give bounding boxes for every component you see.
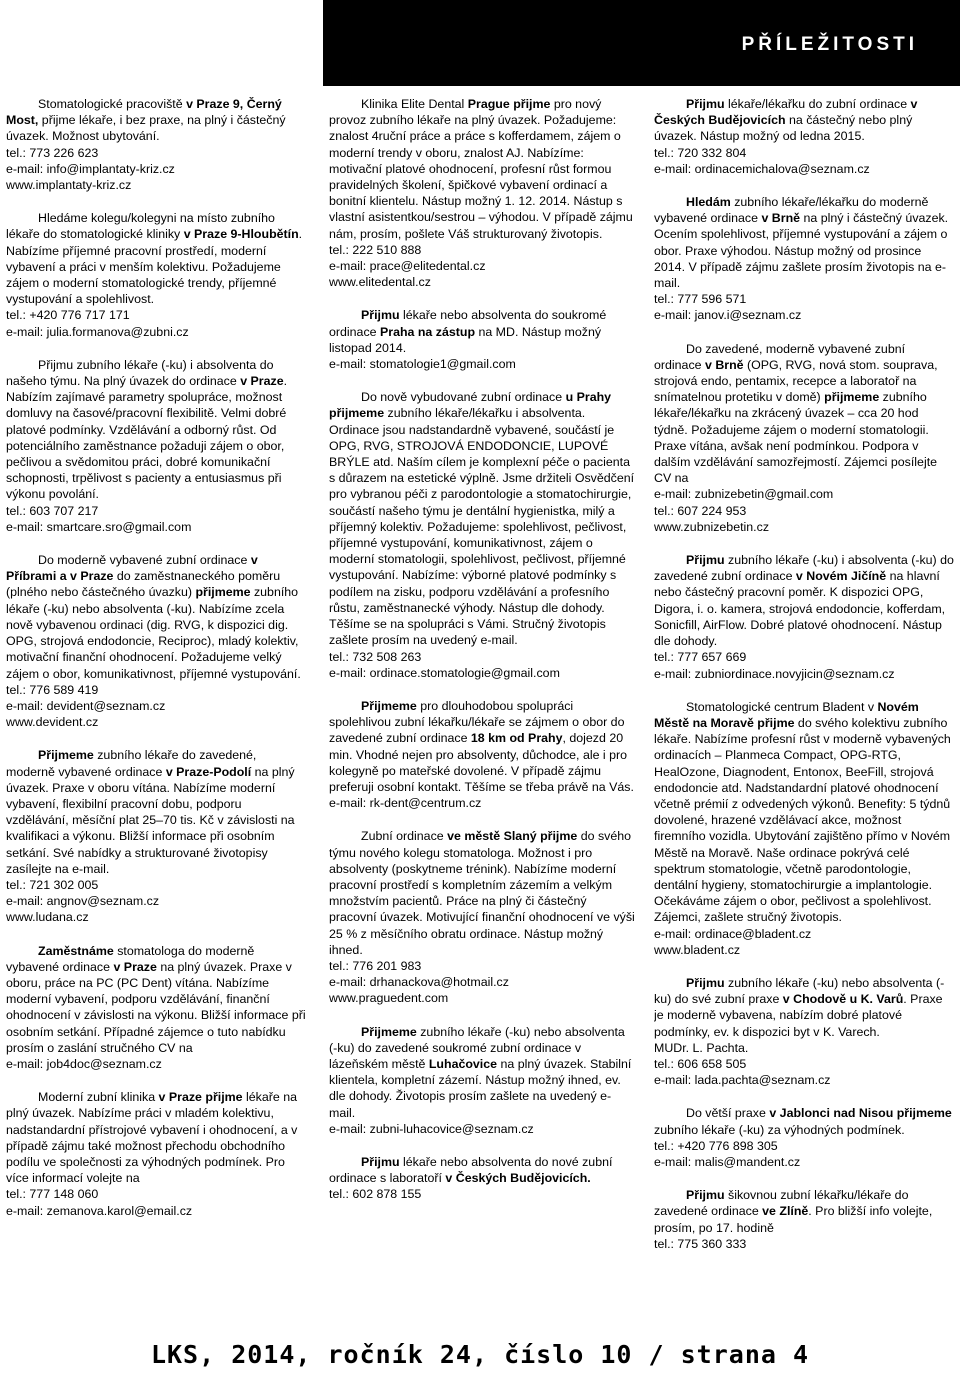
ad-run: na plný i částečný úvazek. Ocením spolehlivost, příjemné vystupování a zájem o obor. Praxe výhodou. Nástup možný od prosince 2014. V případě zájmu zašlete prosím životopis na e-mail. (654, 211, 949, 291)
ad-run: e-mail: prace@elitedental.cz (329, 259, 486, 274)
ad-run: www.bladent.cz (654, 942, 741, 957)
ad-run: Do větší praxe (686, 1106, 770, 1121)
ad-emphasis: Novém Městě na Moravě přijme (654, 699, 919, 730)
column-1 (6, 96, 306, 1236)
ad-text (6, 1089, 306, 1186)
ad-contact (329, 990, 636, 1006)
ad-text (654, 552, 954, 649)
ad-run: tel.: 777 596 571 (654, 292, 747, 307)
ad-run: tel.: +420 776 717 171 (6, 308, 130, 323)
ad-run: stomatologa do moderně vybavené ordinace (6, 943, 255, 974)
ad-contact (6, 1186, 306, 1202)
ad-contact (654, 1072, 954, 1088)
ad-run: e-mail: stomatologie1@gmail.com (329, 357, 516, 372)
ad-run: e-mail: smartcare.sro@gmail.com (6, 519, 192, 534)
ad-emphasis: Přijmu (686, 1188, 725, 1203)
ad-emphasis: v Praze-Podolí (165, 764, 252, 779)
ad-contact (654, 666, 954, 682)
ad-text (654, 1187, 954, 1236)
ad-run: e-mail: job4doc@seznam.cz (6, 1056, 162, 1071)
ad-run: zubního lékaře do zavedené, moderně vybavené ordinace (6, 748, 257, 779)
ad-contact (329, 649, 636, 665)
ad-emphasis: Zaměstnáme (38, 943, 114, 958)
ad-text (6, 552, 306, 682)
ad-run: Zubní ordinace (361, 829, 448, 844)
ad-run: e-mail: janov.i@seznam.cz (654, 308, 802, 323)
ad-emphasis: v Praze (113, 959, 157, 974)
ad-emphasis: Praha na zástup (379, 324, 476, 339)
ad-text (329, 1024, 636, 1121)
classified-ad (329, 307, 636, 372)
ad-run: e-mail: ordinace.stomatologie@gmail.com (329, 665, 560, 680)
ad-run: do zaměstnaneckého poměru (plného nebo částečného úvazku) (6, 569, 281, 600)
ad-run: e-mail: ordinacemichalova@seznam.cz (654, 161, 870, 176)
ad-contact (654, 1236, 954, 1252)
ad-run: tel.: 222 510 888 (329, 242, 422, 257)
classified-ad (654, 341, 954, 535)
ad-run: na MD. Nástup možný listopad 2014. (329, 324, 602, 355)
ad-emphasis: Přijmu (686, 553, 725, 568)
ad-contact (654, 503, 954, 519)
ad-run: zubního lékaře (-ku) nebo absolventa (-ku) do zavedené soukromé zubní ordinace v lázeňském městě (329, 1024, 625, 1071)
classified-ad (654, 1105, 954, 1170)
ad-run: www.praguedent.com (329, 991, 449, 1006)
ad-run: na plný úvazek. Praxe v oboru, práce na PC (PC Dent) vítána. Nabízíme moderní vybavení, podporu vzdělávání, finanční ohodnocení v závislosti na výkonu. Bližší informace při osobním setkání. Případné zájemce o tuto nabídku prosím o zaslání stručného CV na (6, 959, 306, 1055)
ad-emphasis: Prague přijme (467, 97, 551, 111)
ad-contact (6, 1203, 306, 1219)
ad-contact (654, 145, 954, 161)
classified-ad (6, 552, 306, 730)
ad-text (6, 943, 306, 1056)
ad-run: zubního lékaře/lékařku do moderně vybavené ordinace (654, 195, 929, 226)
ad-run: e-mail: ordinace@bladent.cz (654, 926, 812, 941)
ad-emphasis: v Praze (240, 374, 284, 389)
ad-text (6, 96, 306, 145)
ad-emphasis: v Brně (704, 357, 744, 372)
ad-run: Stomatologické pracoviště (38, 97, 187, 111)
classified-ad (654, 699, 954, 958)
ad-emphasis: v Praze 9, Černý Most, (6, 97, 282, 128)
ad-run: šikovnou zubní lékařku/lékaře do zavedené ordinace (654, 1188, 909, 1219)
ad-run: e-mail: drhanackova@hotmail.cz (329, 975, 509, 990)
ad-contact (6, 877, 306, 893)
ad-run: e-mail: rk-dent@centrum.cz (329, 796, 482, 811)
ad-contact (6, 698, 306, 714)
ad-run: Do nově vybudované zubní ordinace (361, 390, 566, 405)
ad-run: tel.: 776 201 983 (329, 958, 422, 973)
ad-run: e-mail: zubnizebetin@gmail.com (654, 487, 834, 502)
ad-contact (329, 958, 636, 974)
column-3 (654, 96, 954, 1269)
ad-emphasis: v Praze 9-Hloubětín (183, 227, 299, 242)
classified-ad (654, 1187, 954, 1252)
ad-run: Klinika Elite Dental (361, 97, 468, 111)
ad-run: zubního lékaře (-ku) i absolventa (-ku) do zavedené zubní ordinace (654, 553, 954, 584)
ad-emphasis: v Příbrami a v Praze (6, 553, 258, 584)
ad-run: tel.: 777 657 669 (654, 650, 747, 665)
ad-run: tel.: 720 332 804 (654, 145, 747, 160)
ad-text (6, 357, 306, 503)
ad-contact (329, 1121, 636, 1137)
ad-contact (654, 519, 954, 535)
ad-contact (6, 503, 306, 519)
ad-run: e-mail: info@implantaty-kriz.cz (6, 161, 175, 176)
ad-text (329, 828, 636, 958)
ad-emphasis: Přijmeme (361, 698, 417, 713)
ad-run: e-mail: zemanova.karol@email.cz (6, 1203, 193, 1218)
ad-run: Hledáme kolegu/kolegyni na místo zubního lékaře do stomatologické kliniky (6, 211, 275, 242)
ad-contact (329, 356, 636, 372)
ad-emphasis: v Jablonci nad Nisou přijmeme (769, 1106, 952, 1121)
ad-run: zubního lékaře (-ku) nebo absolventa (-ku) do své zubní praxe (654, 975, 945, 1007)
classified-ad (6, 357, 306, 535)
ad-run: e-mail: devident@seznam.cz (6, 698, 166, 713)
ad-run: tel.: 602 878 155 (329, 1187, 422, 1202)
ad-contact (654, 486, 954, 502)
ad-contact (329, 258, 636, 274)
ad-run: tel.: 777 148 060 (6, 1187, 99, 1202)
ad-emphasis: v Novém Jičíně (795, 569, 887, 584)
ad-run: tel.: 732 508 263 (329, 649, 422, 664)
ad-emphasis: Přijmu (361, 308, 400, 323)
ad-contact (6, 1056, 306, 1072)
ad-text (329, 698, 636, 795)
ad-run: tel.: 721 302 005 (6, 877, 99, 892)
ad-run: zubního lékaře (-ku) nebo absolventa (-ku). Nabízíme zcela nově vybavenou ordinaci (dig. RVG, k dispozici dig. OPG, strojová endodoncie, Reciproc), mladý kolektiv, motivační finanční ohodnocení. Požadujeme velký zájem o obor, komunikativnost, příjemné vystupování. (6, 585, 301, 681)
classified-ad (329, 96, 636, 290)
ad-contact (6, 714, 306, 730)
ad-text (654, 699, 954, 926)
ad-run: lékaře na plný úvazek. Nabízíme práci v mladém kolektivu, nadstandardní přístrojové vybavení i ohodnocení, a v případě zájmu také možnost přechodu obchodního podílu ve společnosti za výhodných podmínek. Pro více informací volejte na (6, 1090, 298, 1186)
ad-run: (OPG, RVG, nová stom. souprava, strojová endo, pentamix, recepce a laboratoř na snímatelnou protetiku v domě) (654, 357, 938, 405)
ad-run: . Nabízíme příjemné pracovní prostředí, moderní vybavení a práci v menším kolektivu. Požadujeme zájem o moderní stomatologické trendy, příjemné vystupování a spolehlivost. (6, 227, 303, 307)
ad-emphasis: Luhačovice (428, 1056, 498, 1071)
ad-run: tel.: 776 589 419 (6, 682, 99, 697)
ad-run: tel.: 773 226 623 (6, 145, 99, 160)
ad-run: MUDr. L. Pachta. (654, 1040, 749, 1055)
classified-ad (6, 943, 306, 1073)
ad-text (654, 1105, 954, 1137)
ad-run: www.zubnizebetin.cz (654, 519, 770, 534)
classified-ad (6, 1089, 306, 1219)
classified-ad (329, 698, 636, 811)
ad-contact (654, 649, 954, 665)
ad-run: Do zavedené, moderně vybavené zubní ordinace (654, 341, 906, 372)
ad-run: na plný úvazek. Stabilní klientela, kompletní zázemí. Nástup možný ihned, ev. dle dohody. Životopis prosím zašlete na uvedený e-mail. (329, 1056, 632, 1120)
ad-contact (6, 307, 306, 323)
ad-emphasis: v Českých Budějovicích (654, 97, 918, 128)
ad-run: www.devident.cz (6, 715, 99, 730)
ad-run: pro nový provoz zubního lékaře na plný úvazek. Požadujeme: znalost 4ruční práce a práce s kofferdamem, zájem o moderní trendy v oboru, znalost AJ. Nabízíme: motivační platové ohodnocení, profesní růst formou pravidelných školení, špičkové vybavení ordinací a bonitní klientelu. Nástup možný 1. 12. 2014. Nástup s vlastní asistentkou/sestrou – výhodou. V případě zájmu nám, prosím, pošlete Váš strukturovaný životopis. (329, 97, 633, 241)
ad-run: lékaře nebo absolventa do soukromé ordinace (329, 308, 607, 339)
ad-run: lékaře/lékařku do zubní ordinace (724, 97, 911, 111)
ad-run: e-mail: zubniordinace.novyjicin@seznam.cz (654, 666, 895, 681)
ad-run: e-mail: angnov@seznam.cz (6, 894, 160, 909)
ad-text (329, 307, 636, 356)
ad-contact (6, 893, 306, 909)
ad-run: tel.: 775 360 333 (654, 1236, 747, 1251)
ad-contact (654, 926, 954, 942)
ad-emphasis: Přijmu (686, 975, 725, 990)
ad-emphasis: Přijmeme (361, 1024, 417, 1039)
ad-emphasis: v Brně (761, 211, 801, 226)
ad-contact (654, 942, 954, 958)
ad-text (329, 389, 636, 648)
ad-contact (6, 682, 306, 698)
ad-emphasis: přijmeme (824, 390, 880, 405)
ad-text (654, 975, 954, 1040)
ad-text (329, 1154, 636, 1186)
ad-emphasis: v Chodově u K. Varů (782, 992, 904, 1007)
ad-contact (329, 795, 636, 811)
column-2 (329, 96, 636, 1220)
classified-ad (329, 389, 636, 681)
ad-run: pro dlouhodobou spolupráci spolehlivou zubní lékařku/lékaře se zájmem o obor do zavedené zubní ordinace (329, 698, 625, 746)
page-footer (0, 1340, 960, 1369)
ad-run: zubního lékaře/lékařku i absolventa. Ordinace jsou nadstandardně vybavené, součástí je OPG, RVG, STROJOVÁ ENDODONCIE, LUPOVÉ BRÝLE atd. Naším cílem je komplexní péče o pacienta s důrazem na estetické výplně. Jsme držiteli Osvědčení pro vybranou péči z parodontologie a stomatochirurgie, součástí našeho týmu je dentální hygienistka, milý a příjemný kolektiv. Požadujeme: spolehlivost, pečlivost, příjemné vystupování, komunikativnost, zájem o moderní stomatologii, spolehlivost, pečlivost, příjemné vystupování. Nabízíme: výborné platové podmínky s podílem na zisku, podporu vzdělávání a profesního růstu, zaměstnanecké výhody. Nástup dle dohody. Těšíme se na spolupráci s Vámi. Stručný životopis zašlete prosím na uvedený e-mail. (329, 406, 635, 648)
ad-run: Moderní zubní klinika (38, 1090, 159, 1105)
ad-run: na hlavní nebo částečný pracovní poměr. K dispozici OPG, Digora, i. o. kamera, strojová endodoncie, kofferdam, Sonicfill, AirFlow. Dobré platové ohodnocení. Nástup dle dohody. (654, 569, 946, 649)
ad-emphasis: u Prahy přijmeme (329, 390, 612, 421)
ad-emphasis: ve městě Slaný přijme (447, 829, 578, 844)
classified-ad (6, 747, 306, 925)
ad-run: tel.: +420 776 898 305 (654, 1138, 778, 1153)
ad-contact (329, 974, 636, 990)
ad-text (329, 96, 636, 242)
ad-text (654, 194, 954, 291)
ad-contact (654, 1040, 954, 1056)
ad-run: tel.: 606 658 505 (654, 1056, 747, 1071)
ad-run: Do moderně vybavené zubní ordinace (38, 553, 251, 568)
classified-ad (654, 194, 954, 324)
ad-contact (654, 307, 954, 323)
classified-ad (6, 210, 306, 340)
ad-emphasis: Přijmeme (38, 748, 94, 763)
ad-emphasis: Přijmu (361, 1154, 400, 1169)
classified-ad (654, 96, 954, 177)
ad-text (6, 747, 306, 877)
ad-contact (6, 519, 306, 535)
ad-run: lékaře nebo absolventa do nové zubní ordinace s laboratoří (329, 1154, 613, 1186)
ad-emphasis: 18 km od Prahy (470, 731, 563, 746)
classified-ad (329, 828, 636, 1006)
section-title: PŘÍLEŽITOSTI (741, 34, 918, 55)
ad-run: e-mail: lada.pachta@seznam.cz (654, 1073, 831, 1088)
ad-emphasis: v Praze přijme (158, 1090, 243, 1105)
footer-citation: LKS, 2014, ročník 24, číslo 10 / strana 4 (150, 1340, 810, 1369)
ad-contact (6, 145, 306, 161)
ad-run: do svého kolektivu zubního lékaře. Nabízíme profesní růst v moderně vybavených ordinacích – Planmeca Compact, OPG-RTG, HealOzone, Diagnodent, Entonox, BeeFill, strojová endodoncie atd. Nadstandardní platové ohodnocení včetně prémií z odvedených výkonů. Benefity: 5 týdnů dovolené, hrazené vzdělávací akce, možnost firemního vozidla. Ubytování zajištěno přímo v Novém Městě na Moravě. Naše ordinace pokrývá celé spektrum stomatologie, včetně parodontologie, dentální hygieny, stomatochirurgie a implantologie. Očekáváme zájem o obor, pečlivost a spolehlivost. Zájemci, zašlete stručný životopis. (654, 715, 951, 925)
ad-run: . Nabízím zajímavé parametry spolupráce, možnost domluvy na časové/pracovní flexibilitě. Velmi dobré platové podmínky. Vzdělávání a odborný růst. Od potenciálního zaměstnance požaduji zájem o obor, pečlivou a svědomitou práci, dobré komunikační schopnosti, trpělivost s pacienty a entusiasmus při výkonu povolání. (6, 374, 288, 502)
ad-run: www.ludana.cz (6, 910, 89, 925)
ad-text (654, 96, 954, 145)
classified-ad (329, 1154, 636, 1203)
ad-emphasis: přijmeme (195, 585, 251, 600)
ad-run: přijme lékaře, i bez praxe, na plný i částečný úvazek. Možnost ubytování. (6, 113, 286, 144)
section-header-bar (323, 0, 960, 86)
ad-text (654, 341, 954, 487)
ad-contact (654, 1138, 954, 1154)
ad-contact (654, 1056, 954, 1072)
ad-run: Přijmu zubního lékaře (-ku) i absolventa do našeho týmu. Na plný úvazek do ordinace (6, 357, 274, 389)
classified-ad (654, 552, 954, 682)
ad-contact (329, 1186, 636, 1202)
ad-contact (6, 177, 306, 193)
ad-contact (6, 324, 306, 340)
ad-contact (654, 1154, 954, 1170)
ad-run: e-mail: malis@mandent.cz (654, 1154, 801, 1169)
ad-run: . Pro bližší info volejte, prosím, po 17. hodině (654, 1204, 933, 1235)
ad-run: do svého týmu nového kolegu stomatologa. Možnost i pro absolventy (poskytneme trénink). Nabízíme moderní pracovní prostředí s kompletním zázemím a velkým množstvím pacientů. Práce na plný či částečný pracovní úvazek. Motivující finanční ohodnocení ve výši 25 % z měsíčního obratu ordinace. Nástup možný ihned. (329, 829, 635, 957)
ad-run: tel.: 603 707 217 (6, 503, 99, 518)
ad-run: tel.: 607 224 953 (654, 503, 747, 518)
ad-run: na částečný nebo plný úvazek. Nástup možný od ledna 2015. (654, 113, 913, 144)
ad-emphasis: v Českých Budějovicích. (445, 1171, 591, 1186)
ad-run: e-mail: julia.formanova@zubni.cz (6, 324, 189, 339)
ad-text (6, 210, 306, 307)
ad-run: zubního lékaře/lékařku na zkrácený úvazek – cca 20 hod týdně. Požadujeme zájem o moderní stomatologii. Praxe vítána, avšak není podmínkou. Podpora v dalším vzdělávání samozřejmostí. Zájemci posílejte CV na (654, 390, 938, 486)
ad-emphasis: ve Zlíně (762, 1204, 809, 1219)
ad-run: e-mail: zubni-luhacovice@seznam.cz (329, 1121, 534, 1136)
ad-run: zubního lékaře (-ku) za výhodných podmínek. (654, 1122, 905, 1137)
ad-emphasis: Přijmu (686, 97, 725, 111)
ad-run: na plný úvazek. Praxe v oboru vítána. Nabízíme moderní vybavení, flexibilní pracovní dobu, podporu vzdělávání, měsíční plat 25–70 tis. Kč v závislosti na kvalifikaci a výkonu. Bližší informace při osobním setkání. Své nabídky a strukturované životopisy zasílejte na e-mail. (6, 764, 295, 876)
classified-ad (6, 96, 306, 193)
ad-contact (654, 161, 954, 177)
classified-ad (329, 1024, 636, 1137)
ad-contact (329, 665, 636, 681)
ad-run: , dojezd 20 min. Vhodné nejen pro absolventy, důchodce, ale i pro kolegyně po mateřské dovolené. V případě zájmu preferuji osobní kontakt. Těšíme se třeba právě na Vás. (329, 731, 634, 794)
ad-run: www.elitedental.cz (329, 275, 431, 290)
ad-run: . Praxe je moderně vybavena, nabízím dobré platové podmínky, ev. k dispozici byt v K. Varech. (654, 992, 943, 1039)
ad-contact (329, 274, 636, 290)
ad-emphasis: Hledám (686, 195, 731, 210)
classified-ad (654, 975, 954, 1088)
ad-contact (6, 161, 306, 177)
ad-contact (329, 242, 636, 258)
ad-contact (6, 909, 306, 925)
ad-run: www.implantaty-kriz.cz (6, 178, 132, 193)
ad-run: Stomatologické centrum Bladent v (686, 699, 878, 714)
ad-contact (654, 291, 954, 307)
